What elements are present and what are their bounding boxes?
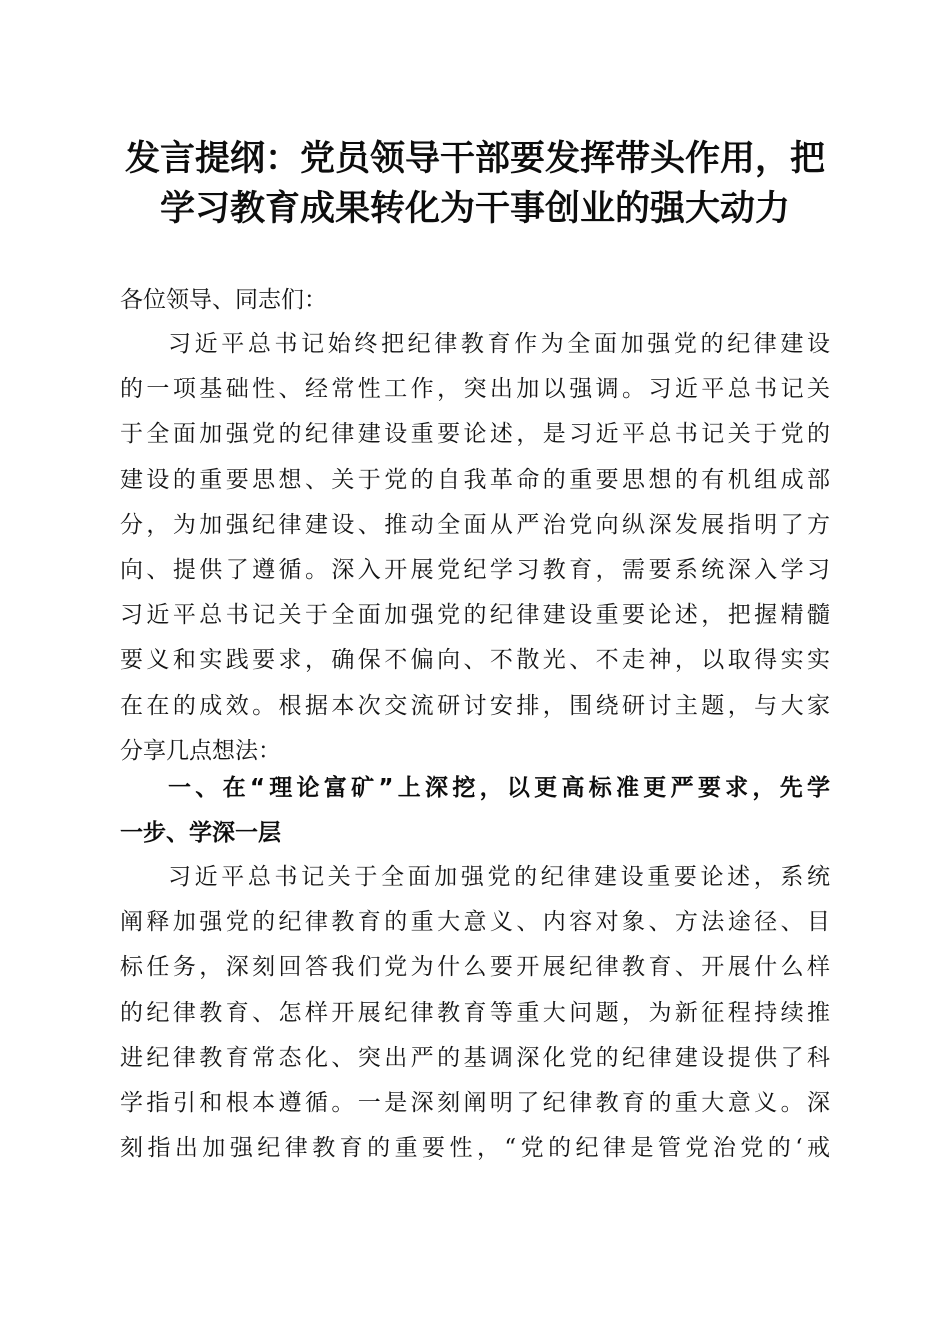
paragraph-line: 的一项基础性、经常性工作，突出加以强调。习近平总书记关 <box>120 376 830 403</box>
paragraph-line: 向、提供了遵循。深入开展党纪学习教育，需要系统深入学习 <box>120 556 830 583</box>
greeting: 各位领导、同志们： <box>120 287 327 313</box>
document-title-line-1: 发言提纲：党员领导干部要发挥带头作用，把 <box>124 138 825 179</box>
document-title-line-2: 学习教育成果转化为干事创业的强大动力 <box>159 188 790 229</box>
paragraph-line: 要义和实践要求，确保不偏向、不散光、不走神，以取得实实 <box>120 647 830 674</box>
paragraph-line: 进纪律教育常态化、突出严的基调深化党的纪律建设提供了科 <box>120 1044 830 1071</box>
paragraph-line: 标任务，深刻回答我们党为什么要开展纪律教育、开展什么样 <box>120 954 830 981</box>
paragraph-section-1 <box>120 855 830 1171</box>
section-heading-1 <box>120 766 830 856</box>
paragraph-line: 的纪律教育、怎样开展纪律教育等重大问题，为新征程持续推 <box>120 999 830 1026</box>
paragraph-line: 分，为加强纪律建设、推动全面从严治党向纵深发展指明了方 <box>120 511 830 538</box>
paragraph-line: 学指引和根本遵循。一是深刻阐明了纪律教育的重大意义。深 <box>120 1089 830 1116</box>
paragraph-line: 阐释加强党的纪律教育的重大意义、内容对象、方法途径、目 <box>120 909 830 936</box>
heading-line: 一、在“理论富矿”上深挖，以更高标准更严要求，先学 <box>168 775 830 801</box>
heading-line: 一步、学深一层 <box>120 820 281 847</box>
paragraph-line: 习近平总书记关于全面加强党的纪律建设重要论述，系统 <box>168 864 830 890</box>
paragraph-line: 于全面加强党的纪律建设重要论述，是习近平总书记关于党的 <box>120 421 830 448</box>
paragraph-line: 建设的重要思想、关于党的自我革命的重要思想的有机组成部 <box>120 466 830 493</box>
paragraph-line: 分享几点想法： <box>120 737 281 764</box>
paragraph-line: 在在的成效。根据本次交流研讨安排，围绕研讨主题，与大家 <box>120 692 830 719</box>
paragraph-line: 刻指出加强纪律教育的重要性，“党的纪律是管党治党的‘戒 <box>120 1135 830 1162</box>
paragraph-line: 习近平总书记始终把纪律教育作为全面加强党的纪律建设 <box>168 331 830 357</box>
paragraph-line: 习近平总书记关于全面加强党的纪律建设重要论述，把握精髓 <box>120 602 830 629</box>
paragraph-intro <box>120 322 830 774</box>
